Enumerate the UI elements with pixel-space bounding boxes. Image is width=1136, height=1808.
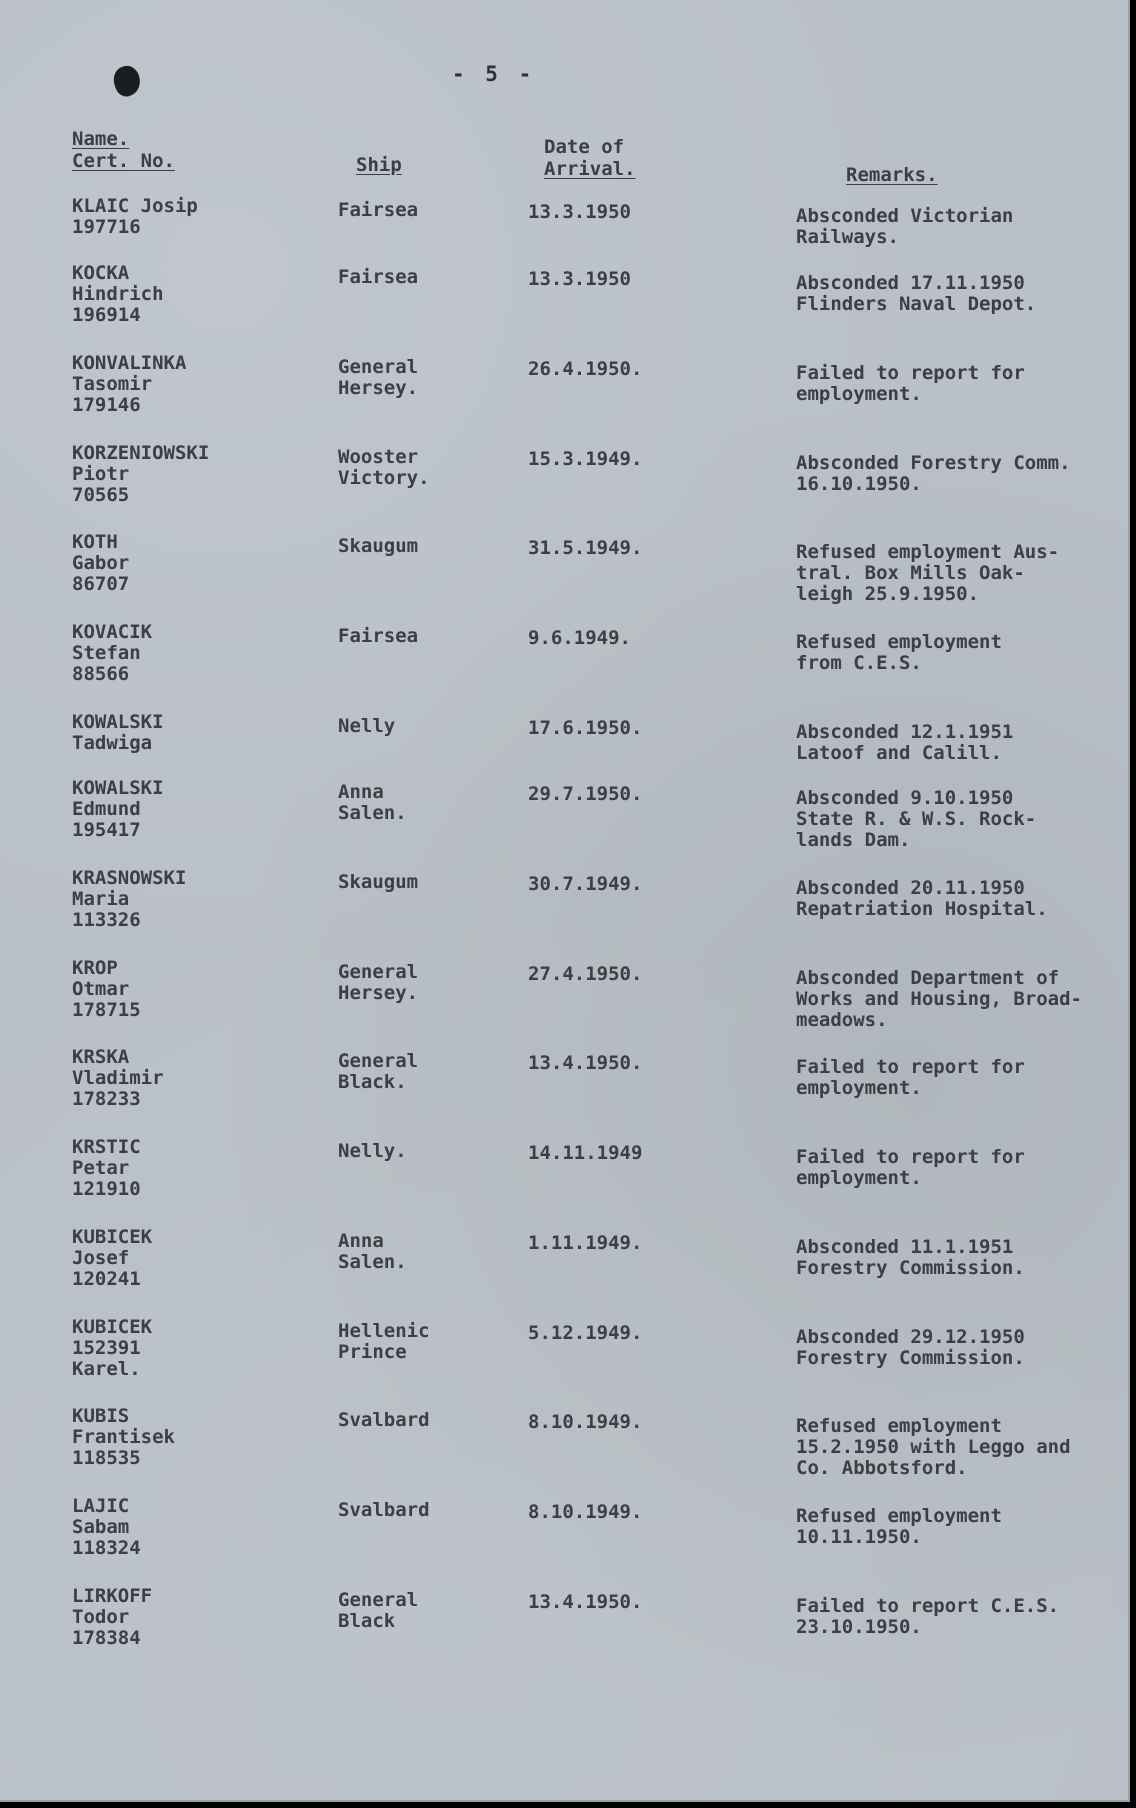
table-row [0,1496,1128,1584]
entry-remarks: Refused employment from C.E.S. [796,631,1002,674]
entry-name: KROP Otmar 178715 [72,957,141,1021]
entry-ship: Fairsea [338,199,419,221]
table-row [0,1137,1128,1225]
entry-ship: Nelly [338,715,396,737]
entry-date: 1.11.1949. [528,1232,643,1254]
column-header-name-line2: Cert. No. [72,150,175,172]
table-row [0,1047,1128,1135]
entry-remarks: Absconded Department of Works and Housing, Broad- meadows. [796,967,1082,1031]
entry-ship: Nelly. [338,1140,407,1162]
entry-ship: General Black. [338,1050,419,1093]
entry-remarks: Refused employment 10.11.1950. [796,1505,1002,1548]
entry-name: KOWALSKI Edmund 195417 [72,777,164,841]
entry-ship: Svalbard [338,1409,430,1431]
entry-ship: General Hersey. [338,961,419,1004]
entry-date: 13.3.1950 [528,201,631,223]
column-header-name-line1: Name. [72,128,130,150]
entry-date: 13.4.1950. [528,1052,643,1074]
table-row [0,778,1128,866]
table-row [0,868,1128,956]
entry-date: 8.10.1949. [528,1411,643,1433]
entry-remarks: Absconded 17.11.1950 Flinders Naval Depot. [796,272,1037,315]
entry-ship: Anna Salen. [338,1230,407,1273]
entry-ship: Skaugum [338,871,419,893]
entry-name: KUBICEK 152391 Karel. [72,1316,153,1380]
entry-remarks: Refused employment 15.2.1950 with Leggo and Co. Abbotsford. [796,1415,1071,1479]
entry-name: KOCKA Hindrich 196914 [72,262,164,326]
table-row [0,1586,1128,1674]
entry-remarks: Refused employment Aus- tral. Box Mills Oak- leigh 25.9.1950. [796,541,1060,605]
table-row [0,1406,1128,1494]
table-row [0,443,1128,531]
entry-ship: Fairsea [338,625,419,647]
entry-remarks: Absconded 20.11.1950 Repatriation Hospital. [796,877,1048,920]
entry-remarks: Absconded 12.1.1951 Latoof and Calill. [796,721,1014,764]
entry-ship: Skaugum [338,535,419,557]
entry-date: 14.11.1949 [528,1142,643,1164]
entry-ship: Anna Salen. [338,781,407,824]
entry-date: 27.4.1950. [528,963,643,985]
column-header-date-line1: Date of [544,136,625,158]
entry-remarks: Absconded 11.1.1951 Forestry Commission. [796,1236,1025,1279]
page-number: - 5 - [452,62,536,86]
entry-name: KOTH Gabor 86707 [72,531,130,595]
entry-date: 15.3.1949. [528,448,643,470]
entry-ship: Hellenic Prince [338,1320,430,1363]
table-row [0,958,1128,1046]
column-header-ship: Ship [356,154,402,176]
entry-name: KUBICEK Josef 120241 [72,1226,153,1290]
entry-ship: Wooster Victory. [338,446,430,489]
entry-date: 26.4.1950. [528,358,643,380]
entry-remarks: Absconded Victorian Railways. [796,205,1014,248]
entry-date: 13.4.1950. [528,1591,643,1613]
table-row [0,1227,1128,1315]
entry-date: 5.12.1949. [528,1322,643,1344]
entry-date: 30.7.1949. [528,873,643,895]
entry-date: 13.3.1950 [528,268,631,290]
entry-remarks: Absconded Forestry Comm. 16.10.1950. [796,452,1071,495]
entry-remarks: Absconded 9.10.1950 State R. & W.S. Rock- lands Dam. [796,787,1037,851]
table-row [0,263,1128,351]
entry-name: KOVACIK Stefan 88566 [72,621,153,685]
entry-name: KOWALSKI Tadwiga [72,711,164,754]
entry-name: LIRKOFF Todor 178384 [72,1585,153,1649]
entry-remarks: Failed to report C.E.S. 23.10.1950. [796,1595,1060,1638]
entry-date: 9.6.1949. [528,627,631,649]
entry-name: KRSKA Vladimir 178233 [72,1046,164,1110]
entry-date: 29.7.1950. [528,783,643,805]
entry-name: KRASNOWSKI Maria 113326 [72,867,187,931]
table-row [0,1317,1128,1405]
entry-remarks: Absconded 29.12.1950 Forestry Commission. [796,1326,1025,1369]
entry-name: KONVALINKA Tasomir 179146 [72,352,187,416]
entry-ship: General Hersey. [338,356,419,399]
entry-name: LAJIC Sabam 118324 [72,1495,141,1559]
entry-name: KUBIS Frantisek 118535 [72,1405,175,1469]
entry-remarks: Failed to report for employment. [796,1146,1025,1189]
entry-remarks: Failed to report for employment. [796,1056,1025,1099]
entry-date: 17.6.1950. [528,717,643,739]
table-row [0,353,1128,441]
entry-ship: Svalbard [338,1499,430,1521]
entry-name: KRSTIC Petar 121910 [72,1136,141,1200]
column-header-remarks: Remarks. [846,164,938,186]
table-row [0,532,1128,620]
entry-remarks: Failed to report for employment. [796,362,1025,405]
entry-date: 31.5.1949. [528,537,643,559]
entry-ship: General Black [338,1589,419,1632]
entry-name: KLAIC Josip 197716 [72,195,198,238]
table-row [0,622,1128,710]
entry-date: 8.10.1949. [528,1501,643,1523]
entry-ship: Fairsea [338,266,419,288]
entry-name: KORZENIOWSKI Piotr 70565 [72,442,210,506]
column-header-date-line2: Arrival. [544,158,636,180]
